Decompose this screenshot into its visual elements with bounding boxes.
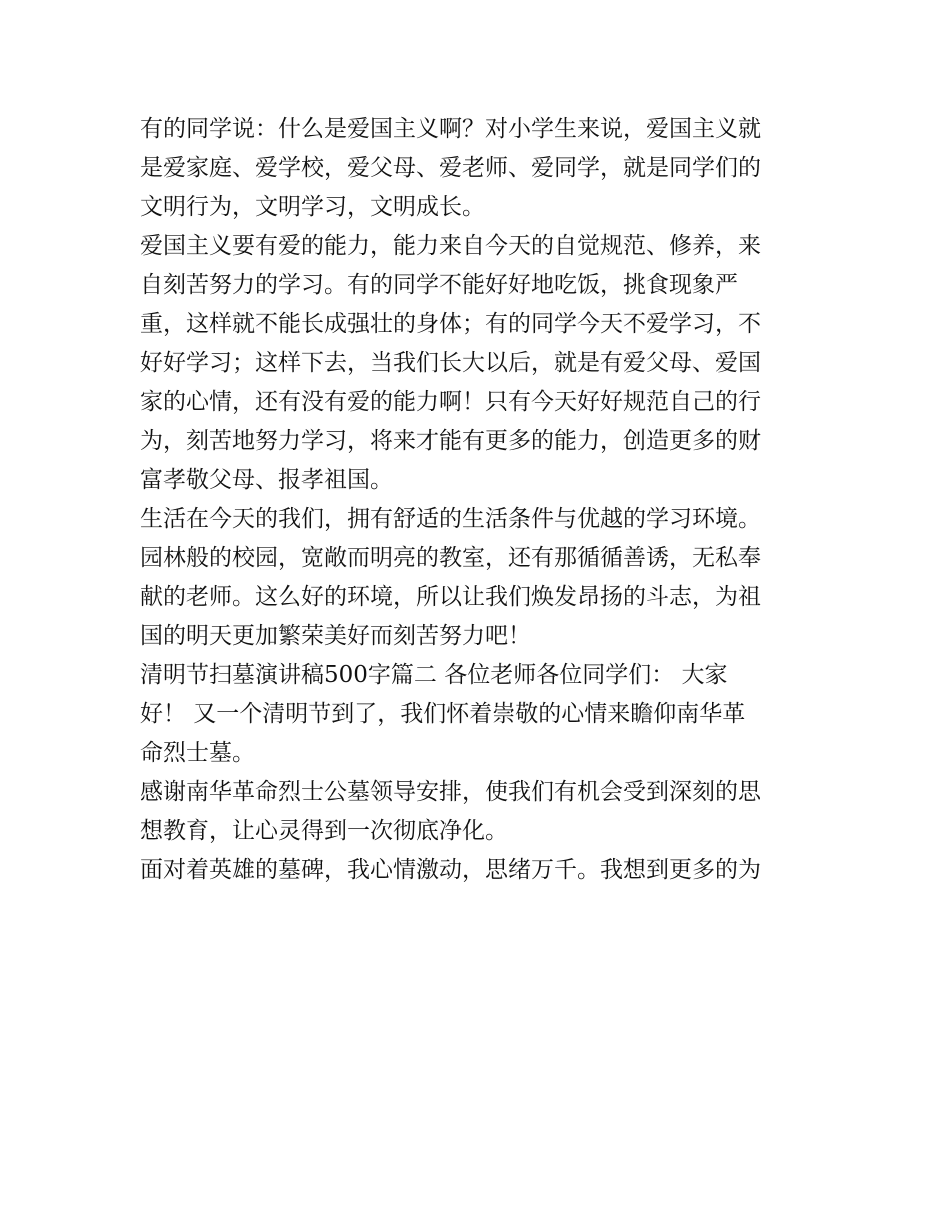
text-line: 自刻苦努力的学习。有的同学不能好好地吃饭，挑食现象严 [140, 272, 738, 298]
text-line: 爱国主义要有爱的能力，能力来自今天的自觉规范、修养，来 [140, 233, 761, 259]
text-line: 命烈士墓。 [140, 740, 255, 766]
text-line: 文明行为，文明学习，文明成长。 [140, 194, 485, 220]
text-line: 想教育，让心灵得到一次彻底净化。 [140, 818, 508, 844]
document-body [140, 110, 820, 890]
text-line: 好好学习；这样下去，当我们长大以后，就是有爱父母、爱国 [140, 350, 761, 376]
text-line: 园林般的校园，宽敞而明亮的教室，还有那循循善诱，无私奉 [140, 545, 761, 571]
text-line: 感谢南华革命烈士公墓领导安排，使我们有机会受到深刻的思 [140, 779, 761, 805]
text-line: 献的老师。这么好的环境，所以让我们焕发昂扬的斗志，为祖 [140, 584, 761, 610]
text-line: 富孝敬父母、报孝祖国。 [140, 467, 393, 493]
text-line: 清明节扫墓演讲稿500字篇二 各位老师各位同学们： 大家 [140, 662, 728, 688]
text-line: 生活在今天的我们，拥有舒适的生活条件与优越的学习环境。 [140, 506, 761, 532]
text-line: 好！ 又一个清明节到了，我们怀着崇敬的心情来瞻仰南华革 [140, 701, 746, 727]
text-line: 面对着英雄的墓碑，我心情激动，思绪万千。我想到更多的为 [140, 857, 761, 883]
text-line: 重，这样就不能长成强壮的身体；有的同学今天不爱学习，不 [140, 311, 761, 337]
text-line: 为，刻苦地努力学习，将来才能有更多的能力，创造更多的财 [140, 428, 761, 454]
text-line: 家的心情，还有没有爱的能力啊！只有今天好好规范自己的行 [140, 389, 761, 415]
text-line: 有的同学说：什么是爱国主义啊？对小学生来说，爱国主义就 [140, 116, 761, 142]
text-line: 是爱家庭、爱学校，爱父母、爱老师、爱同学，就是同学们的 [140, 155, 761, 181]
text-line: 国的明天更加繁荣美好而刻苦努力吧！ [140, 623, 531, 649]
